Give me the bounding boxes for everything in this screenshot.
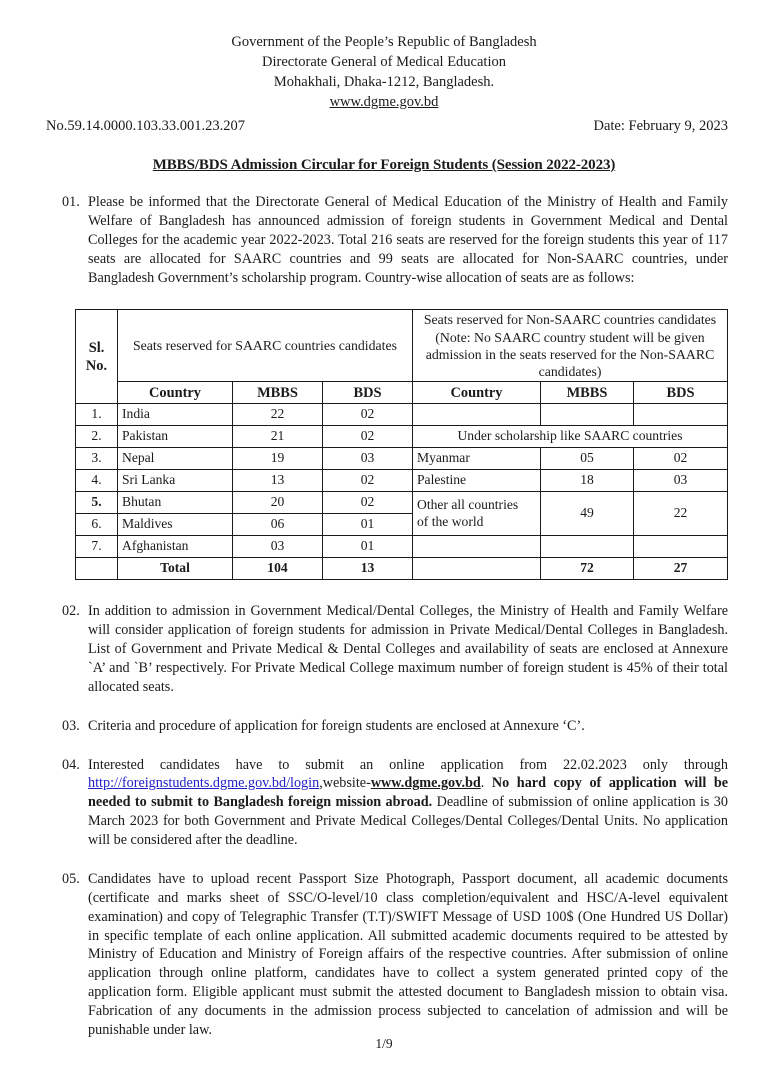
- cell-mbbs-ns: [541, 536, 634, 558]
- memo-date: Date: February 9, 2023: [593, 118, 728, 134]
- cell-country-ns: Myanmar: [413, 448, 541, 470]
- clause-04: [62, 756, 728, 850]
- cell-country: Nepal: [118, 448, 233, 470]
- clause-03: [62, 717, 728, 736]
- cell-mbbs: 03: [233, 536, 323, 558]
- cell-country-ns-other: [413, 492, 541, 536]
- cell-country-ns-other-line1: Other all countries: [417, 496, 519, 512]
- header-country-non-saarc: Country: [413, 382, 541, 404]
- cell-bds-ns: [634, 404, 728, 426]
- cell-bds: 01: [323, 514, 413, 536]
- cell-bds-ns: 03: [634, 470, 728, 492]
- page-number-footer: 1/9: [375, 1036, 393, 1051]
- clause-04-bold-note: No hard copy of application will be needed to submit to Bangladesh foreign mission abroad.: [88, 775, 729, 811]
- cell-total-mbbs-ns: 72: [541, 558, 634, 580]
- header-non-saarc: Seats reserved for Non-SAARC countries candidates (Note: No SAARC country student will be given admission in the seats reserved for the Non-SAARC candidates): [413, 310, 728, 382]
- table-row: [76, 448, 728, 470]
- cell-bds-ns-other: 22: [634, 492, 728, 536]
- cell-non-saarc-note: Under scholarship like SAARC countries: [413, 426, 728, 448]
- clause-04-website: www.dgme.gov.bd: [370, 775, 481, 792]
- clause-05-text: Candidates have to upload recent Passport Size Photograph, Passport document, all academic documents (certificate and marks sheet of SSC/O-level/10 class completion/equivalent and HSC/A-level equivalent examination) and copy of Telegraphic Transfer (T.T)/SWIFT Message of USD 100$ (One Hundred US Dollar) in specific template of each online application. All submitted academic documents required to be attested by Ministry of Education and Ministry of Foreign affairs of the respective countries. After submission of online application through online platform, candidates have to collect a system generated printed copy of the application form. Eligible applicant must submit the attested document to Bangladesh mission to obtain visa. Fabrication of any documents in the admission process subjected to cancelation of admission and will be punishable under law.: [88, 870, 728, 1038]
- cell-total-country-ns: [413, 558, 541, 580]
- cell-country: Bhutan: [118, 492, 233, 514]
- clause-04-part3: .: [480, 775, 492, 792]
- clause-02: [62, 602, 728, 696]
- clause-01: [62, 193, 728, 287]
- cell-mbbs: 21: [233, 426, 323, 448]
- letterhead-website: www.dgme.gov.bd: [329, 94, 439, 110]
- table-header-row-sub: [76, 382, 728, 404]
- cell-bds-ns: 02: [634, 448, 728, 470]
- cell-bds-ns: [634, 536, 728, 558]
- seat-allocation-table: [75, 309, 728, 580]
- clause-05: [62, 870, 728, 1040]
- cell-bds: 01: [323, 536, 413, 558]
- cell-country: Afghanistan: [118, 536, 233, 558]
- header-bds-saarc: BDS: [323, 382, 413, 404]
- cell-mbbs-ns-other: 49: [541, 492, 634, 536]
- table-row-total: [76, 558, 728, 580]
- table-row: [76, 404, 728, 426]
- header-sl-line1: Sl.: [88, 339, 105, 356]
- cell-sl: 5.: [76, 492, 118, 514]
- table-header-row-main: [76, 310, 728, 382]
- header-mbbs-saarc: MBBS: [233, 382, 323, 404]
- cell-country-ns: Palestine: [413, 470, 541, 492]
- cell-total-mbbs: 104: [233, 558, 323, 580]
- document-title: MBBS/BDS Admission Circular for Foreign Students (Session 2022-2023): [152, 157, 616, 173]
- cell-sl-total: [76, 558, 118, 580]
- clause-05-number: 05.: [62, 870, 80, 887]
- cell-mbbs: 13: [233, 470, 323, 492]
- header-bds-non-saarc: BDS: [634, 382, 728, 404]
- cell-country: Sri Lanka: [118, 470, 233, 492]
- cell-mbbs: 19: [233, 448, 323, 470]
- cell-bds: 02: [323, 492, 413, 514]
- header-country-saarc: Country: [118, 382, 233, 404]
- cell-sl: 1.: [76, 404, 118, 426]
- cell-country-ns: [413, 404, 541, 426]
- clause-04-part1: Interested candidates have to submit an online application from 22.02.2023 only through: [88, 756, 728, 773]
- cell-total-label: Total: [118, 558, 233, 580]
- cell-sl: 4.: [76, 470, 118, 492]
- cell-bds: 03: [323, 448, 413, 470]
- cell-total-bds-ns: 27: [634, 558, 728, 580]
- clause-03-number: 03.: [62, 717, 80, 734]
- cell-mbbs: 06: [233, 514, 323, 536]
- cell-country: Pakistan: [118, 426, 233, 448]
- table-row: [76, 470, 728, 492]
- header-sl-no: [76, 310, 118, 404]
- clause-02-number: 02.: [62, 603, 80, 620]
- cell-bds: 02: [323, 404, 413, 426]
- cell-country-ns: [413, 536, 541, 558]
- table-row: [76, 536, 728, 558]
- header-mbbs-non-saarc: MBBS: [541, 382, 634, 404]
- letterhead: [0, 0, 768, 112]
- memo-line: [0, 118, 768, 135]
- clause-04-part2: ,website-: [319, 775, 371, 792]
- header-saarc: Seats reserved for SAARC countries candidates: [118, 310, 413, 382]
- cell-mbbs-ns: [541, 404, 634, 426]
- cell-mbbs: 22: [233, 404, 323, 426]
- cell-mbbs-ns: 05: [541, 448, 634, 470]
- letterhead-line-1: Government of the People’s Republic of Bangladesh: [231, 34, 537, 50]
- cell-sl: 6.: [76, 514, 118, 536]
- clause-01-text: Please be informed that the Directorate General of Medical Education of the Ministry of Health and Family Welfare of Bangladesh has announced admission of foreign students in Government Medical and Dental Colleges for the academic year 2022-2023. Total 216 seats are reserved for the foreign students this year of 117 seats are allocated for SAARC countries and 99 seats are allocated for Non-SAARC countries, under Bangladesh Government’s scholarship program. Country-wise allocation of seats are as follows:: [88, 194, 728, 286]
- cell-country-ns-other-line2: of the world: [417, 513, 484, 529]
- table-row: [76, 492, 728, 514]
- letterhead-line-3: Mohakhali, Dhaka-1212, Bangladesh.: [273, 74, 495, 90]
- clause-03-text: Criteria and procedure of application for foreign students are enclosed at Annexure ‘C’.: [88, 717, 585, 734]
- header-sl-line2: No.: [85, 357, 108, 374]
- cell-sl: 7.: [76, 536, 118, 558]
- letterhead-line-2: Directorate General of Medical Education: [262, 54, 506, 70]
- cell-mbbs: 20: [233, 492, 323, 514]
- online-application-link[interactable]: http://foreignstudents.dgme.gov.bd/login: [88, 775, 320, 792]
- cell-sl: 3.: [76, 448, 118, 470]
- clause-02-text: In addition to admission in Government Medical/Dental Colleges, the Ministry of Health and Family Welfare will consider application of foreign students for admission in Private Medical/Dental Colleges in Bangladesh. List of Government and Private Medical & Dental Colleges and availability of seats are enclosed at Annexure `A’ and `B’ respectively. For Private Medical College maximum number of foreign student is 45% of their total allocated seats.: [88, 603, 728, 695]
- cell-mbbs-ns: 18: [541, 470, 634, 492]
- clause-04-part4: Deadline of submission of online application is 30 March 2023 for both Government and Private Medical Colleges/Dental Colleges/Dental Units. No application will be considered after the deadline.: [88, 794, 728, 849]
- cell-bds: 02: [323, 426, 413, 448]
- table-row: [76, 426, 728, 448]
- memo-number: No.59.14.0000.103.33.001.23.207: [46, 118, 245, 134]
- clause-01-number: 01.: [62, 194, 80, 210]
- cell-country: Maldives: [118, 514, 233, 536]
- cell-bds: 02: [323, 470, 413, 492]
- clause-04-number: 04.: [62, 756, 80, 773]
- cell-sl: 2.: [76, 426, 118, 448]
- seat-allocation-table-wrap: [75, 309, 727, 580]
- cell-country: India: [118, 404, 233, 426]
- cell-total-bds: 13: [323, 558, 413, 580]
- clause-04-text: [88, 756, 728, 850]
